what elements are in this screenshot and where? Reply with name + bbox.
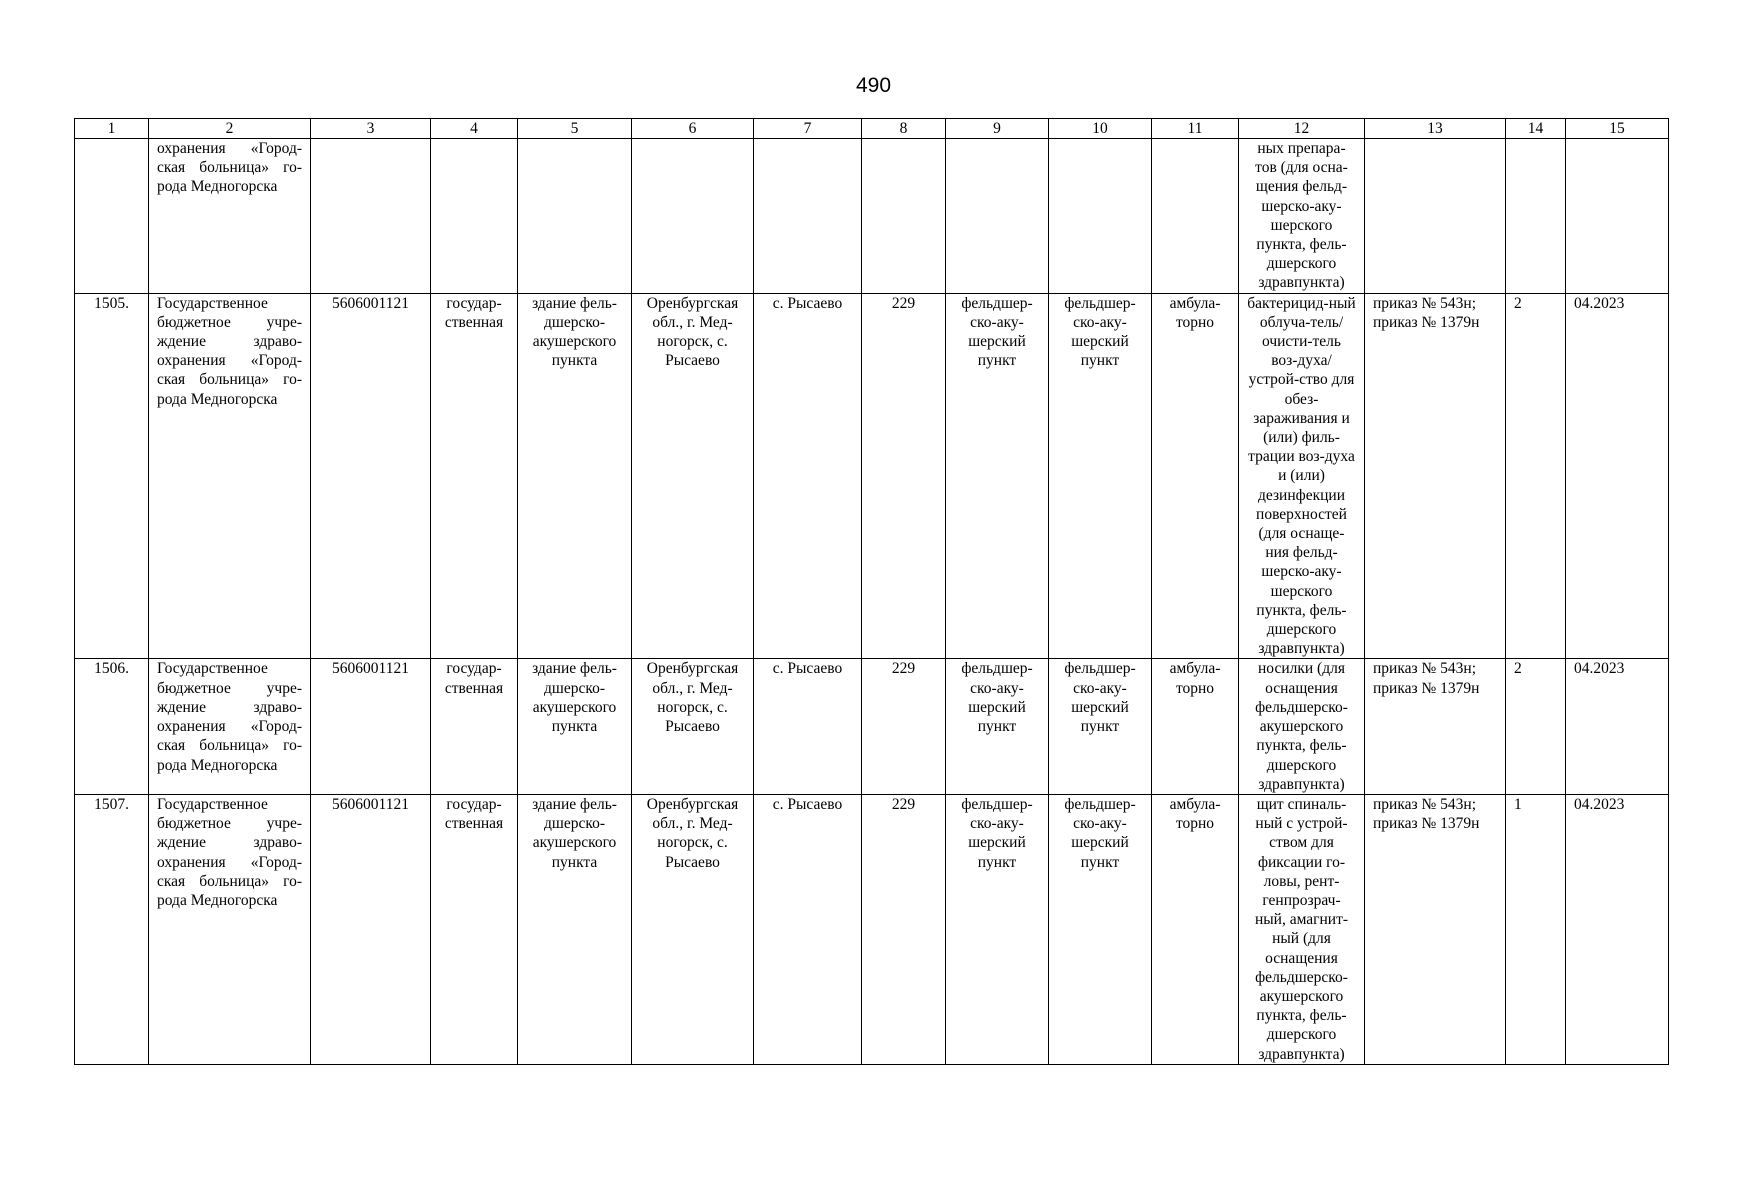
column-header: 10	[1049, 119, 1152, 139]
column-header: 5	[518, 119, 632, 139]
empty-cell	[1566, 139, 1669, 294]
empty-cell	[632, 139, 754, 294]
item-cell: щит спиналь-ный с устрой-ством для фиксации го-ловы, рент-генпрозрач-ный, амагнит-ный (для оснащения фельдшерско-акушерского пункта, фель-дшерского здравпункта)	[1239, 794, 1365, 1064]
item-cell: бактерицид-ный облуча-тель/очисти-тель воз-духа/устрой-ство для обез-зараживания и (или) филь-трации воз-духа и (или) дезинфекции поверхностей (для оснаще-ния фельд-шерско-аку-шерского пункта, фель-дшерского здравпункта)	[1239, 293, 1365, 659]
row-number-cell: 1505.	[75, 293, 149, 659]
registry-table	[74, 118, 1669, 1065]
column-header: 14	[1506, 119, 1566, 139]
date-cell: 04.2023	[1566, 794, 1669, 1064]
date-cell: 04.2023	[1566, 293, 1669, 659]
code-cell: 229	[862, 293, 946, 659]
empty-cell	[1365, 139, 1506, 294]
locality-cell: с. Рысаево	[754, 293, 862, 659]
unit-type-cell: фельдшер-ско-аку-шерский пункт	[946, 659, 1049, 794]
column-header: 7	[754, 119, 862, 139]
inn-cell: 5606001121	[311, 293, 431, 659]
table-row	[75, 794, 1669, 1064]
building-cell: здание фель-дшерско-акушерского пункта	[518, 659, 632, 794]
orders-cell: приказ № 543н; приказ № 1379н	[1365, 794, 1506, 1064]
organization-cell: Государственное бюджетное учре-ждение здраво-охранения «Город-ская больница» го-рода Медногорска	[149, 794, 311, 1064]
column-header: 1	[75, 119, 149, 139]
table-row	[75, 659, 1669, 794]
column-header: 4	[431, 119, 518, 139]
building-cell: здание фель-дшерско-акушерского пункта	[518, 293, 632, 659]
empty-cell	[311, 139, 431, 294]
quantity-cell: 1	[1506, 794, 1566, 1064]
empty-cell	[431, 139, 518, 294]
organization-cell: охранения «Город-ская больница» го-рода Медногорска	[149, 139, 311, 294]
column-header: 2	[149, 119, 311, 139]
locality-cell: с. Рысаево	[754, 659, 862, 794]
column-header: 15	[1566, 119, 1669, 139]
continuation-row	[75, 139, 1669, 294]
care-form-cell: амбула-торно	[1152, 293, 1239, 659]
column-number-row	[75, 119, 1669, 139]
organization-cell: Государственное бюджетное учре-ждение здраво-охранения «Город-ская больница» го-рода Медногорска	[149, 659, 311, 794]
code-cell: 229	[862, 659, 946, 794]
column-header: 9	[946, 119, 1049, 139]
quantity-cell: 2	[1506, 659, 1566, 794]
organization-cell: Государственное бюджетное учре-ждение здраво-охранения «Город-ская больница» го-рода Медногорска	[149, 293, 311, 659]
inn-cell: 5606001121	[311, 659, 431, 794]
unit-name-cell: фельдшер-ско-аку-шерский пункт	[1049, 794, 1152, 1064]
column-header: 11	[1152, 119, 1239, 139]
ownership-cell: государ-ственная	[431, 794, 518, 1064]
column-header: 8	[862, 119, 946, 139]
empty-cell	[946, 139, 1049, 294]
empty-cell	[1506, 139, 1566, 294]
table-row	[75, 293, 1669, 659]
column-header: 13	[1365, 119, 1506, 139]
unit-name-cell: фельдшер-ско-аку-шерский пункт	[1049, 293, 1152, 659]
building-cell: здание фель-дшерско-акушерского пункта	[518, 794, 632, 1064]
inn-cell: 5606001121	[311, 794, 431, 1064]
locality-cell: с. Рысаево	[754, 794, 862, 1064]
ownership-cell: государ-ственная	[431, 293, 518, 659]
row-number-cell: 1506.	[75, 659, 149, 794]
empty-cell	[862, 139, 946, 294]
empty-cell	[754, 139, 862, 294]
empty-cell	[75, 139, 149, 294]
address-cell: Оренбургская обл., г. Мед-ногорск, с. Рысаево	[632, 794, 754, 1064]
column-header: 3	[311, 119, 431, 139]
ownership-cell: государ-ственная	[431, 659, 518, 794]
care-form-cell: амбула-торно	[1152, 659, 1239, 794]
empty-cell	[1152, 139, 1239, 294]
quantity-cell: 2	[1506, 293, 1566, 659]
unit-type-cell: фельдшер-ско-аку-шерский пункт	[946, 794, 1049, 1064]
address-cell: Оренбургская обл., г. Мед-ногорск, с. Рысаево	[632, 293, 754, 659]
orders-cell: приказ № 543н; приказ № 1379н	[1365, 659, 1506, 794]
item-cell: ных препара-тов (для осна-щения фельд-шерско-аку-шерского пункта, фель-дшерского здравпункта)	[1239, 139, 1365, 294]
care-form-cell: амбула-торно	[1152, 794, 1239, 1064]
empty-cell	[518, 139, 632, 294]
page-number: 490	[855, 74, 892, 97]
address-cell: Оренбургская обл., г. Мед-ногорск, с. Рысаево	[632, 659, 754, 794]
unit-type-cell: фельдшер-ско-аку-шерский пункт	[946, 293, 1049, 659]
item-cell: носилки (для оснащения фельдшерско-акушерского пункта, фель-дшерского здравпункта)	[1239, 659, 1365, 794]
code-cell: 229	[862, 794, 946, 1064]
date-cell: 04.2023	[1566, 659, 1669, 794]
column-header: 12	[1239, 119, 1365, 139]
empty-cell	[1049, 139, 1152, 294]
unit-name-cell: фельдшер-ско-аку-шерский пункт	[1049, 659, 1152, 794]
row-number-cell: 1507.	[75, 794, 149, 1064]
column-header: 6	[632, 119, 754, 139]
orders-cell: приказ № 543н; приказ № 1379н	[1365, 293, 1506, 659]
